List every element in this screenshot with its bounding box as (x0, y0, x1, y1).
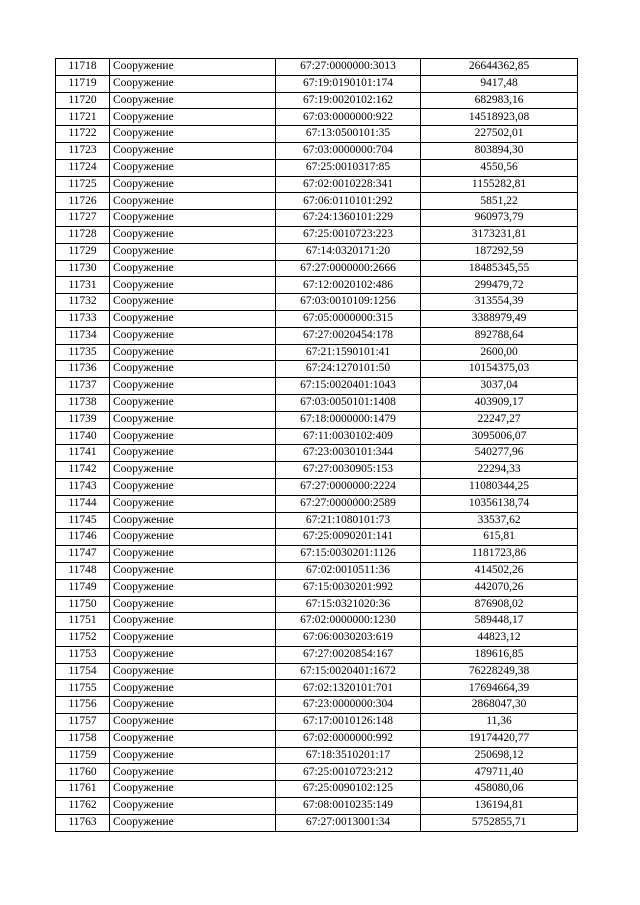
cadastral-value: 11,36 (421, 714, 578, 731)
object-type: Сооружение (110, 529, 276, 546)
object-type: Сооружение (110, 630, 276, 647)
table-row (56, 478, 578, 495)
cadastral-number: 67:25:0090102:125 (276, 781, 421, 798)
row-number: 11721 (56, 109, 110, 126)
cadastral-value: 227502,01 (421, 126, 578, 143)
object-type: Сооружение (110, 462, 276, 479)
object-type: Сооружение (110, 327, 276, 344)
cadastral-value: 250698,12 (421, 747, 578, 764)
row-number: 11726 (56, 193, 110, 210)
cadastral-number: 67:06:0030203:619 (276, 630, 421, 647)
cadastral-number: 67:24:1270101:50 (276, 361, 421, 378)
table-row (56, 764, 578, 781)
object-type: Сооружение (110, 495, 276, 512)
object-type: Сооружение (110, 445, 276, 462)
cadastral-value: 19174420,77 (421, 730, 578, 747)
cadastral-value: 76228249,38 (421, 663, 578, 680)
cadastral-value: 10356138,74 (421, 495, 578, 512)
row-number: 11752 (56, 630, 110, 647)
row-number: 11723 (56, 142, 110, 159)
cadastral-number: 67:27:0000000:2666 (276, 260, 421, 277)
object-type: Сооружение (110, 260, 276, 277)
object-type: Сооружение (110, 126, 276, 143)
cadastral-number: 67:18:3510201:17 (276, 747, 421, 764)
row-number: 11751 (56, 613, 110, 630)
table-row (56, 260, 578, 277)
object-type: Сооружение (110, 428, 276, 445)
row-number: 11728 (56, 226, 110, 243)
object-type: Сооружение (110, 747, 276, 764)
cadastral-value: 876908,02 (421, 596, 578, 613)
row-number: 11750 (56, 596, 110, 613)
row-number: 11729 (56, 243, 110, 260)
object-type: Сооружение (110, 75, 276, 92)
cadastral-number: 67:25:0010723:223 (276, 226, 421, 243)
table-row (56, 142, 578, 159)
cadastral-value: 2868047,30 (421, 697, 578, 714)
cadastral-number: 67:27:0013001:34 (276, 814, 421, 831)
table-row (56, 529, 578, 546)
row-number: 11749 (56, 579, 110, 596)
table-row (56, 159, 578, 176)
row-number: 11756 (56, 697, 110, 714)
object-type: Сооружение (110, 176, 276, 193)
cadastral-value: 136194,81 (421, 798, 578, 815)
object-type: Сооружение (110, 378, 276, 395)
table-row (56, 747, 578, 764)
cadastral-value: 960973,79 (421, 210, 578, 227)
cadastral-number: 67:15:0030201:1126 (276, 546, 421, 563)
cadastral-number: 67:03:0050101:1408 (276, 394, 421, 411)
object-type: Сооружение (110, 478, 276, 495)
row-number: 11732 (56, 294, 110, 311)
row-number: 11730 (56, 260, 110, 277)
cadastral-value: 22247,27 (421, 411, 578, 428)
cadastral-number: 67:27:0020454:178 (276, 327, 421, 344)
cadastral-value: 892788,64 (421, 327, 578, 344)
object-type: Сооружение (110, 663, 276, 680)
cadastral-number: 67:27:0000000:3013 (276, 59, 421, 76)
table-row (56, 630, 578, 647)
property-table (55, 58, 578, 832)
object-type: Сооружение (110, 613, 276, 630)
object-type: Сооружение (110, 92, 276, 109)
cadastral-value: 615,81 (421, 529, 578, 546)
row-number: 11743 (56, 478, 110, 495)
cadastral-number: 67:02:0010511:36 (276, 562, 421, 579)
cadastral-value: 5851,22 (421, 193, 578, 210)
object-type: Сооружение (110, 226, 276, 243)
table-row (56, 210, 578, 227)
row-number: 11757 (56, 714, 110, 731)
cadastral-number: 67:12:0020102:486 (276, 277, 421, 294)
object-type: Сооружение (110, 193, 276, 210)
cadastral-number: 67:19:0190101:174 (276, 75, 421, 92)
cadastral-value: 442070,26 (421, 579, 578, 596)
cadastral-value: 1181723,86 (421, 546, 578, 563)
cadastral-value: 5752855,71 (421, 814, 578, 831)
cadastral-number: 67:02:1320101:701 (276, 680, 421, 697)
object-type: Сооружение (110, 142, 276, 159)
cadastral-value: 403909,17 (421, 394, 578, 411)
cadastral-value: 3095006,07 (421, 428, 578, 445)
cadastral-number: 67:21:1590101:41 (276, 344, 421, 361)
cadastral-value: 189616,85 (421, 646, 578, 663)
table-row (56, 294, 578, 311)
table-row (56, 445, 578, 462)
cadastral-value: 1155282,81 (421, 176, 578, 193)
table-row (56, 562, 578, 579)
cadastral-value: 33537,62 (421, 512, 578, 529)
cadastral-number: 67:05:0000000:315 (276, 310, 421, 327)
table-row (56, 109, 578, 126)
cadastral-value: 2600,00 (421, 344, 578, 361)
cadastral-value: 10154375,03 (421, 361, 578, 378)
row-number: 11741 (56, 445, 110, 462)
cadastral-value: 803894,30 (421, 142, 578, 159)
cadastral-value: 682983,16 (421, 92, 578, 109)
cadastral-value: 479711,40 (421, 764, 578, 781)
cadastral-number: 67:25:0010723:212 (276, 764, 421, 781)
table-row (56, 176, 578, 193)
cadastral-number: 67:27:0000000:2589 (276, 495, 421, 512)
cadastral-number: 67:02:0000000:1230 (276, 613, 421, 630)
cadastral-number: 67:02:0010228:341 (276, 176, 421, 193)
table-row (56, 798, 578, 815)
cadastral-number: 67:06:0110101:292 (276, 193, 421, 210)
table-row (56, 462, 578, 479)
table-row (56, 613, 578, 630)
cadastral-number: 67:03:0010109:1256 (276, 294, 421, 311)
object-type: Сооружение (110, 210, 276, 227)
cadastral-value: 540277,96 (421, 445, 578, 462)
cadastral-value: 4550,56 (421, 159, 578, 176)
cadastral-value: 17694664,39 (421, 680, 578, 697)
object-type: Сооружение (110, 646, 276, 663)
row-number: 11754 (56, 663, 110, 680)
object-type: Сооружение (110, 546, 276, 563)
object-type: Сооружение (110, 562, 276, 579)
row-number: 11759 (56, 747, 110, 764)
cadastral-value: 26644362,85 (421, 59, 578, 76)
object-type: Сооружение (110, 294, 276, 311)
row-number: 11733 (56, 310, 110, 327)
cadastral-number: 67:18:0000000:1479 (276, 411, 421, 428)
property-table-body (56, 59, 578, 832)
cadastral-number: 67:17:0010126:148 (276, 714, 421, 731)
row-number: 11727 (56, 210, 110, 227)
object-type: Сооружение (110, 596, 276, 613)
cadastral-value: 9417,48 (421, 75, 578, 92)
table-row (56, 596, 578, 613)
cadastral-value: 14518923,08 (421, 109, 578, 126)
row-number: 11753 (56, 646, 110, 663)
cadastral-value: 3037,04 (421, 378, 578, 395)
table-row (56, 75, 578, 92)
table-row (56, 226, 578, 243)
table-row (56, 546, 578, 563)
cadastral-number: 67:15:0020401:1043 (276, 378, 421, 395)
object-type: Сооружение (110, 714, 276, 731)
cadastral-value: 18485345,55 (421, 260, 578, 277)
row-number: 11735 (56, 344, 110, 361)
table-row (56, 277, 578, 294)
cadastral-value: 44823,12 (421, 630, 578, 647)
cadastral-number: 67:15:0321020:36 (276, 596, 421, 613)
row-number: 11737 (56, 378, 110, 395)
row-number: 11762 (56, 798, 110, 815)
cadastral-number: 67:14:0320171:20 (276, 243, 421, 260)
row-number: 11731 (56, 277, 110, 294)
cadastral-number: 67:25:0090201:141 (276, 529, 421, 546)
table-row (56, 193, 578, 210)
row-number: 11745 (56, 512, 110, 529)
object-type: Сооружение (110, 730, 276, 747)
object-type: Сооружение (110, 798, 276, 815)
table-row (56, 579, 578, 596)
table-row (56, 512, 578, 529)
table-row (56, 680, 578, 697)
table-row (56, 310, 578, 327)
table-row (56, 495, 578, 512)
cadastral-number: 67:03:0000000:704 (276, 142, 421, 159)
cadastral-value: 458080,06 (421, 781, 578, 798)
table-row (56, 646, 578, 663)
object-type: Сооружение (110, 394, 276, 411)
table-row (56, 327, 578, 344)
cadastral-value: 3388979,49 (421, 310, 578, 327)
row-number: 11761 (56, 781, 110, 798)
cadastral-number: 67:27:0030905:153 (276, 462, 421, 479)
cadastral-number: 67:21:1080101:73 (276, 512, 421, 529)
row-number: 11744 (56, 495, 110, 512)
object-type: Сооружение (110, 411, 276, 428)
cadastral-number: 67:08:0010235:149 (276, 798, 421, 815)
cadastral-value: 589448,17 (421, 613, 578, 630)
object-type: Сооружение (110, 109, 276, 126)
cadastral-number: 67:23:0000000:304 (276, 697, 421, 714)
cadastral-number: 67:13:0500101:35 (276, 126, 421, 143)
object-type: Сооружение (110, 814, 276, 831)
table-row (56, 697, 578, 714)
table-row (56, 411, 578, 428)
row-number: 11746 (56, 529, 110, 546)
cadastral-number: 67:27:0020854:167 (276, 646, 421, 663)
row-number: 11740 (56, 428, 110, 445)
object-type: Сооружение (110, 579, 276, 596)
cadastral-number: 67:25:0010317:85 (276, 159, 421, 176)
object-type: Сооружение (110, 344, 276, 361)
row-number: 11720 (56, 92, 110, 109)
object-type: Сооружение (110, 59, 276, 76)
row-number: 11760 (56, 764, 110, 781)
table-row (56, 730, 578, 747)
object-type: Сооружение (110, 310, 276, 327)
table-row (56, 814, 578, 831)
row-number: 11734 (56, 327, 110, 344)
row-number: 11748 (56, 562, 110, 579)
row-number: 11736 (56, 361, 110, 378)
cadastral-number: 67:24:1360101:229 (276, 210, 421, 227)
object-type: Сооружение (110, 764, 276, 781)
cadastral-number: 67:11:0030102:409 (276, 428, 421, 445)
object-type: Сооружение (110, 512, 276, 529)
table-row (56, 344, 578, 361)
object-type: Сооружение (110, 361, 276, 378)
cadastral-number: 67:23:0030101:344 (276, 445, 421, 462)
row-number: 11725 (56, 176, 110, 193)
object-type: Сооружение (110, 159, 276, 176)
object-type: Сооружение (110, 781, 276, 798)
table-row (56, 378, 578, 395)
cadastral-number: 67:15:0020401:1672 (276, 663, 421, 680)
row-number: 11738 (56, 394, 110, 411)
cadastral-number: 67:02:0000000:992 (276, 730, 421, 747)
object-type: Сооружение (110, 243, 276, 260)
table-row (56, 361, 578, 378)
cadastral-value: 313554,39 (421, 294, 578, 311)
object-type: Сооружение (110, 697, 276, 714)
row-number: 11758 (56, 730, 110, 747)
row-number: 11719 (56, 75, 110, 92)
row-number: 11739 (56, 411, 110, 428)
cadastral-number: 67:15:0030201:992 (276, 579, 421, 596)
table-row (56, 663, 578, 680)
row-number: 11763 (56, 814, 110, 831)
object-type: Сооружение (110, 277, 276, 294)
row-number: 11724 (56, 159, 110, 176)
cadastral-value: 11080344,25 (421, 478, 578, 495)
object-type: Сооружение (110, 680, 276, 697)
cadastral-value: 22294,33 (421, 462, 578, 479)
row-number: 11747 (56, 546, 110, 563)
row-number: 11742 (56, 462, 110, 479)
table-row (56, 394, 578, 411)
table-row (56, 92, 578, 109)
table-row (56, 714, 578, 731)
cadastral-value: 299479,72 (421, 277, 578, 294)
row-number: 11722 (56, 126, 110, 143)
cadastral-number: 67:19:0020102:162 (276, 92, 421, 109)
table-row (56, 243, 578, 260)
table-row (56, 59, 578, 76)
cadastral-value: 414502,26 (421, 562, 578, 579)
cadastral-value: 187292,59 (421, 243, 578, 260)
table-row (56, 781, 578, 798)
row-number: 11755 (56, 680, 110, 697)
cadastral-number: 67:27:0000000:2224 (276, 478, 421, 495)
cadastral-number: 67:03:0000000:922 (276, 109, 421, 126)
cadastral-value: 3173231,81 (421, 226, 578, 243)
table-row (56, 126, 578, 143)
row-number: 11718 (56, 59, 110, 76)
table-row (56, 428, 578, 445)
